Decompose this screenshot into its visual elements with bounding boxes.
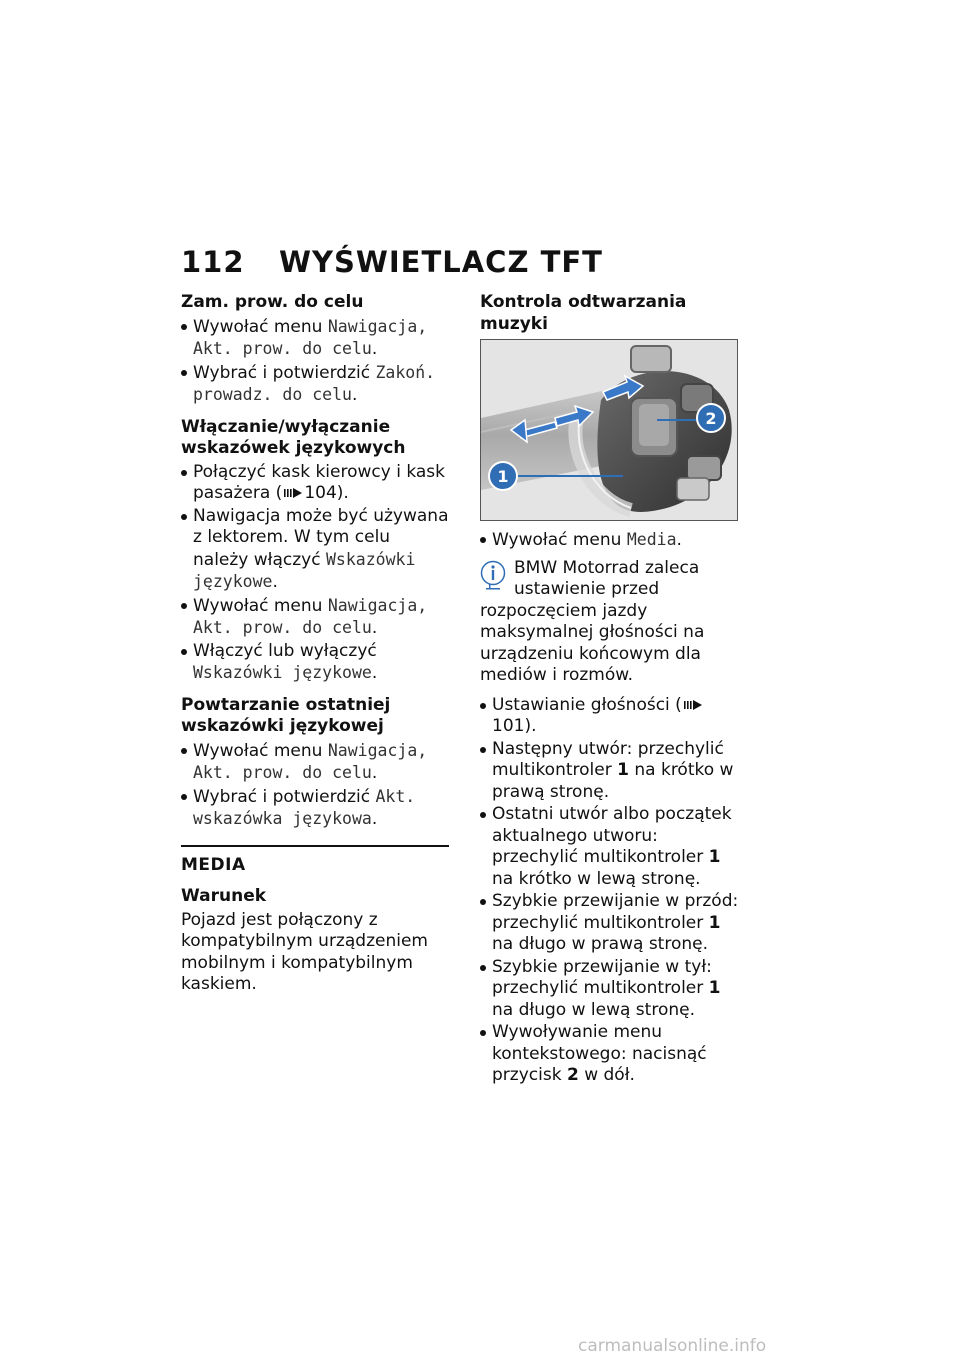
control-number: 1 (708, 847, 721, 867)
list-item: Wybrać i potwierdzić Zakoń. prowadz. do celu. (181, 362, 449, 407)
list-item: Następny utwór: przechylić multikontroler 1 na krótko w prawą stronę. (480, 739, 742, 804)
page-ref[interactable]: 101 (492, 716, 525, 736)
section-title-media: MEDIA (181, 854, 246, 875)
page-ref[interactable]: 104 (304, 483, 337, 503)
menu-path: Wskazówki językowe (193, 549, 416, 591)
list-item: Nawigacja może być używana z lektorem. W tym celu należy włączyć Wskazówki językowe. (181, 506, 449, 594)
list-item: Włączyć lub wyłączyć Wskazówki językowe. (181, 641, 449, 685)
page-ref-arrow-icon (283, 487, 303, 499)
info-icon (480, 560, 506, 596)
list-item: Szybkie przewijanie w przód: przechylić multikontroler 1 na długo w prawą stronę. (480, 891, 742, 956)
list-item: Ustawianie głośności (101). (480, 695, 742, 738)
steps-voice-toggle (181, 462, 449, 685)
callout-2: 2 (705, 409, 717, 428)
menu-path: Akt. wskazówka językowa (193, 786, 416, 828)
right-column (480, 292, 742, 1088)
list-item: Wywołać menu Nawigacja, Akt. prow. do celu. (181, 740, 449, 785)
page-number: 112 (181, 245, 245, 279)
callout-1: 1 (497, 467, 509, 486)
watermark: carmanualsonline.info (578, 1336, 767, 1356)
menu-path: Nawigacja, Akt. prow. do celu (193, 316, 428, 358)
page-ref-arrow-icon (683, 699, 703, 711)
section-divider (181, 845, 449, 847)
handlebar-controls-figure (480, 339, 738, 521)
list-item: Połączyć kask kierowcy i kask pasażera ( 104). (181, 462, 449, 505)
list-item: Szybkie przewijanie w tył: przechylić multikontroler 1 na długo w lewą stronę. (480, 957, 742, 1022)
heading-repeat-voice: Powtarzanie ostatniej wskazówki językowej (181, 694, 391, 736)
handlebar-illustration (481, 340, 737, 520)
list-item: Wybrać i potwierdzić Akt. wskazówka językowa. (181, 786, 449, 831)
steps-music-control (480, 695, 742, 1087)
heading-music-control: Kontrola odtwarzania muzyki (480, 292, 687, 334)
heading-guidance-end: Zam. prow. do celu (181, 292, 364, 312)
list-item: Wywołać menu Media. (480, 529, 742, 552)
list-item: Wywołać menu Nawigacja, Akt. prow. do celu. (181, 316, 449, 361)
control-number: 2 (566, 1065, 579, 1085)
heading-voice-toggle: Włączanie/wyłączanie wskazówek językowych (181, 416, 406, 458)
menu-path: Nawigacja, Akt. prow. do celu (193, 740, 428, 782)
condition-text: Pojazd jest połączony z kompatybilnym urządzeniem mobilnym i kompatybilnym kaskiem. (181, 909, 428, 994)
steps-guidance-end (181, 316, 449, 407)
info-note (480, 558, 742, 687)
control-number: 1 (708, 978, 721, 998)
menu-path: Media (626, 530, 677, 549)
heading-condition: Warunek (181, 886, 267, 906)
list-item: Wywołać menu Nawigacja, Akt. prow. do celu. (181, 595, 449, 640)
left-column (181, 292, 449, 996)
info-note-text: BMW Motorrad zaleca ustawienie przed rozpoczęciem jazdy maksymalnej głośności na urządzeniu końcowym dla mediów i rozmów. (480, 557, 705, 685)
control-number: 1 (708, 912, 721, 933)
page-header (181, 245, 603, 279)
menu-path: Zakoń. prowadz. do celu (193, 362, 436, 404)
steps-repeat-voice (181, 740, 449, 831)
list-item: Ostatni utwór albo początek aktualnego utworu: przechylić multikontroler 1 na krótko w lewą stronę. (480, 804, 742, 890)
page-title: WYŚWIETLACZ TFT (279, 245, 603, 279)
control-number: 1 (617, 760, 629, 780)
menu-path: Nawigacja, Akt. prow. do celu (193, 595, 428, 637)
list-item: Wywoływanie menu kontekstowego: nacisnąć przycisk 2 w dół. (480, 1022, 742, 1087)
steps-media-menu (480, 529, 742, 552)
menu-path: Wskazówki językowe (193, 663, 372, 682)
